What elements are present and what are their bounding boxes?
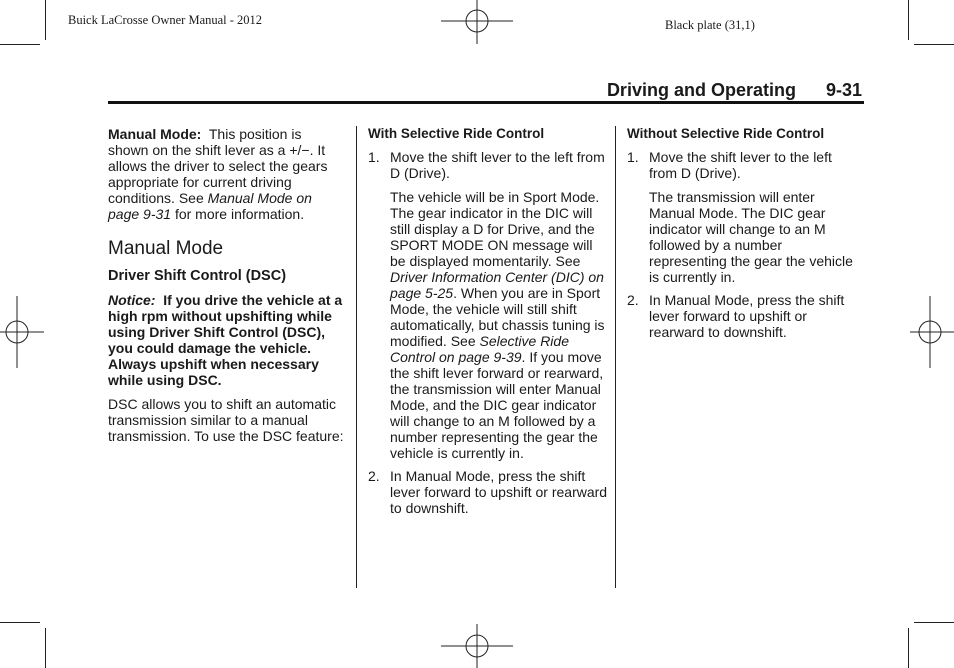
step-text: Move the shift lever to the left from D (Drive). [390, 149, 605, 181]
step-detail: The vehicle will be in Sport Mode. The gear indicator in the DIC will still display a D for Drive, and the SPORT MODE ON message will be displayed momentarily. See Driver Information Center (DIC) on page 5-25. When you are in Sport Mode, the vehicle will still shift automatically, but chassis tuning is modified. See Selective Ride Control on page 9-39. If you move the shift lever forward or rearward, the transmission will enter Manual Mode, and the DIC gear indicator will change to an M followed by a number representing the gear the vehicle is currently in. [390, 189, 605, 461]
dic-reference[interactable]: Driver Information Center (DIC) on page 5-25 [390, 269, 604, 301]
list-item [368, 149, 608, 461]
crop-mark [908, 0, 909, 40]
step-text: In Manual Mode, press the shift lever forward to upshift or rearward to downshift. [390, 468, 608, 516]
section-heading: Manual Mode [108, 238, 224, 259]
manual-mode-label: Manual Mode: [108, 126, 202, 142]
crop-mark [914, 622, 954, 623]
crop-mark [914, 44, 954, 45]
crop-mark [45, 628, 46, 668]
crop-mark [908, 628, 909, 668]
manual-mode-tail: for more information. [174, 206, 305, 222]
list-item [368, 468, 608, 516]
manual-mode-paragraph [108, 126, 344, 222]
subsection-heading: Driver Shift Control (DSC) [108, 268, 287, 284]
registration-mark-left [0, 296, 44, 368]
notice-paragraph [108, 292, 344, 388]
plate-label: Black plate (31,1) [665, 18, 755, 32]
dsc-paragraph: DSC allows you to shift an automatic transmission similar to a manual transmission. To use the DSC feature: [108, 396, 344, 444]
list-item [627, 149, 859, 285]
step-text: In Manual Mode, press the shift lever forward to upshift or rearward to downshift. [649, 292, 845, 340]
column-2 [368, 126, 608, 523]
registration-mark-bottom [441, 624, 513, 668]
column-1 [108, 126, 344, 452]
column-divider [356, 126, 357, 588]
step-detail: The transmission will enter Manual Mode. The DIC gear indicator will change to an M followed by a number representing the gear the vehicle is currently in. [649, 189, 853, 285]
crop-mark [0, 622, 40, 623]
selective-ride-reference[interactable]: Selective Ride Control on page 9-39 [390, 333, 569, 365]
manual-mode-reference[interactable]: Manual Mode on page 9-31 [108, 190, 312, 222]
column-3 [627, 126, 859, 347]
list-item [627, 292, 859, 340]
notice-text: If you drive the vehicle at a high rpm without upshifting while using Driver Shift Control (DSC), you could damage the vehicle. Always upshift when necessary while using DSC. [108, 292, 343, 388]
crop-mark [0, 44, 40, 45]
step-number: 1. [627, 149, 639, 165]
crop-mark [45, 0, 46, 40]
section-title: Driving and Operating [606, 80, 796, 100]
procedure-heading: Without Selective Ride Control [627, 126, 825, 141]
procedure-heading: With Selective Ride Control [368, 126, 545, 141]
step-number: 1. [368, 149, 380, 165]
step-number: 2. [627, 292, 639, 308]
page-number: 9-31 [825, 80, 862, 100]
step-text: Move the shift lever to the left from D (Drive). [649, 149, 832, 181]
section-header [607, 80, 862, 101]
manual-mode-text: This position is shown on the shift lever as a +/−. It allows the driver to select the gears appropriate for current driving conditions. See [108, 126, 328, 206]
registration-mark-right [910, 296, 954, 368]
manual-title: Buick LaCrosse Owner Manual - 2012 [68, 13, 263, 27]
step-number: 2. [368, 468, 380, 484]
notice-label: Notice: [108, 292, 156, 308]
column-divider [615, 126, 616, 588]
registration-mark-top [441, 0, 513, 44]
header-rule [108, 101, 864, 104]
